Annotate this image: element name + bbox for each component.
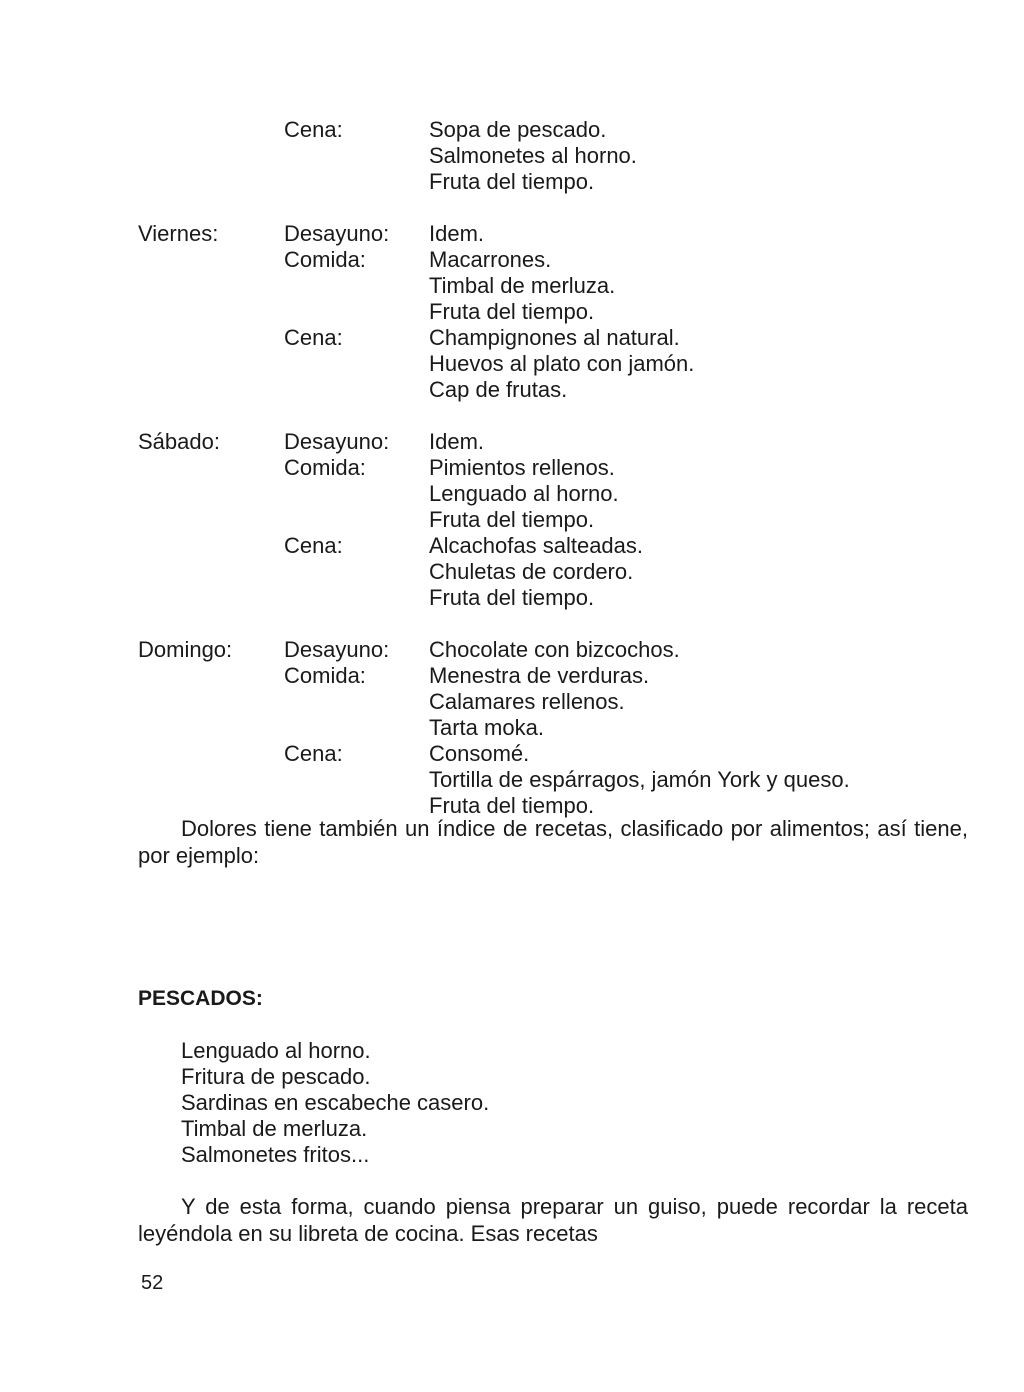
meal-label: Comida:	[284, 455, 366, 480]
recipe-item: Salmonetes fritos...	[181, 1142, 370, 1167]
dish: Chocolate con bizcochos.	[429, 637, 680, 662]
meal-entry	[138, 663, 988, 741]
meal-label: Cena:	[284, 533, 343, 558]
meal-entry	[138, 247, 988, 325]
dish-list	[429, 325, 988, 403]
meal-label: Comida:	[284, 247, 366, 272]
meal-entry	[138, 325, 988, 403]
weekly-menu	[138, 117, 988, 845]
dish: Timbal de merluza.	[429, 273, 616, 298]
meal-label: Cena:	[284, 117, 343, 142]
meal-entry	[138, 455, 988, 533]
meal-label: Desayuno:	[284, 221, 390, 246]
dish-list	[429, 663, 988, 741]
dish: Cap de frutas.	[429, 377, 568, 402]
dish: Chuletas de cordero.	[429, 559, 634, 584]
menu-day	[138, 637, 988, 819]
dish: Macarrones.	[429, 247, 552, 272]
recipe-item: Lenguado al horno.	[181, 1038, 371, 1063]
dish-list	[429, 221, 988, 247]
recipe-item: Fritura de pescado.	[181, 1064, 371, 1089]
dish: Tortilla de espárragos, jamón York y queso.	[429, 767, 850, 792]
dish: Menestra de verduras.	[429, 663, 650, 688]
meal-entry	[138, 221, 988, 247]
dish: Calamares rellenos.	[429, 689, 625, 714]
dish: Idem.	[429, 429, 485, 454]
dish: Fruta del tiempo.	[429, 585, 595, 610]
meal-entry	[138, 117, 988, 195]
dish: Pimientos rellenos.	[429, 455, 615, 480]
closing-paragraph: Y de esta forma, cuando piensa preparar un guiso, puede recordar la receta leyéndola en su libreta de cocina. Esas recetas	[138, 1194, 968, 1246]
meal-label: Cena:	[284, 741, 343, 766]
dish-list	[429, 741, 988, 819]
meal-label: Desayuno:	[284, 429, 390, 454]
day-label: Viernes:	[138, 221, 219, 246]
recipe-list	[181, 1038, 489, 1168]
dish: Fruta del tiempo.	[429, 793, 595, 818]
meal-entry	[138, 533, 988, 611]
page-number: 52	[141, 1272, 164, 1294]
dish: Fruta del tiempo.	[429, 169, 595, 194]
menu-day	[138, 429, 988, 611]
dish-list	[429, 247, 988, 325]
meal-entry	[138, 637, 988, 663]
dish-list	[429, 429, 988, 455]
meal-label: Cena:	[284, 325, 343, 350]
dish-list	[429, 533, 988, 611]
dish: Sopa de pescado.	[429, 117, 607, 142]
meal-label: Comida:	[284, 663, 366, 688]
dish-list	[429, 637, 988, 663]
dish-list	[429, 117, 988, 195]
dish: Fruta del tiempo.	[429, 507, 595, 532]
dish: Lenguado al horno.	[429, 481, 619, 506]
recipe-item: Timbal de merluza.	[181, 1116, 368, 1141]
menu-day	[138, 221, 988, 403]
dish: Tarta moka.	[429, 715, 544, 740]
dish: Alcachofas salteadas.	[429, 533, 644, 558]
meal-entry	[138, 741, 988, 819]
dish: Idem.	[429, 221, 485, 246]
meal-entry	[138, 429, 988, 455]
dish: Fruta del tiempo.	[429, 299, 595, 324]
section-title: PESCADOS:	[138, 987, 263, 1010]
intro-paragraph: Dolores tiene también un índice de recetas, clasificado por alimentos; así tiene, por ejemplo:	[138, 816, 968, 868]
dish: Consomé.	[429, 741, 530, 766]
dish: Salmonetes al horno.	[429, 143, 637, 168]
menu-day	[138, 117, 988, 195]
dish: Champignones al natural.	[429, 325, 680, 350]
day-label: Sábado:	[138, 429, 220, 454]
meal-label: Desayuno:	[284, 637, 390, 662]
recipe-item: Sardinas en escabeche casero.	[181, 1090, 490, 1115]
day-label: Domingo:	[138, 637, 233, 662]
dish-list	[429, 455, 988, 533]
dish: Huevos al plato con jamón.	[429, 351, 695, 376]
